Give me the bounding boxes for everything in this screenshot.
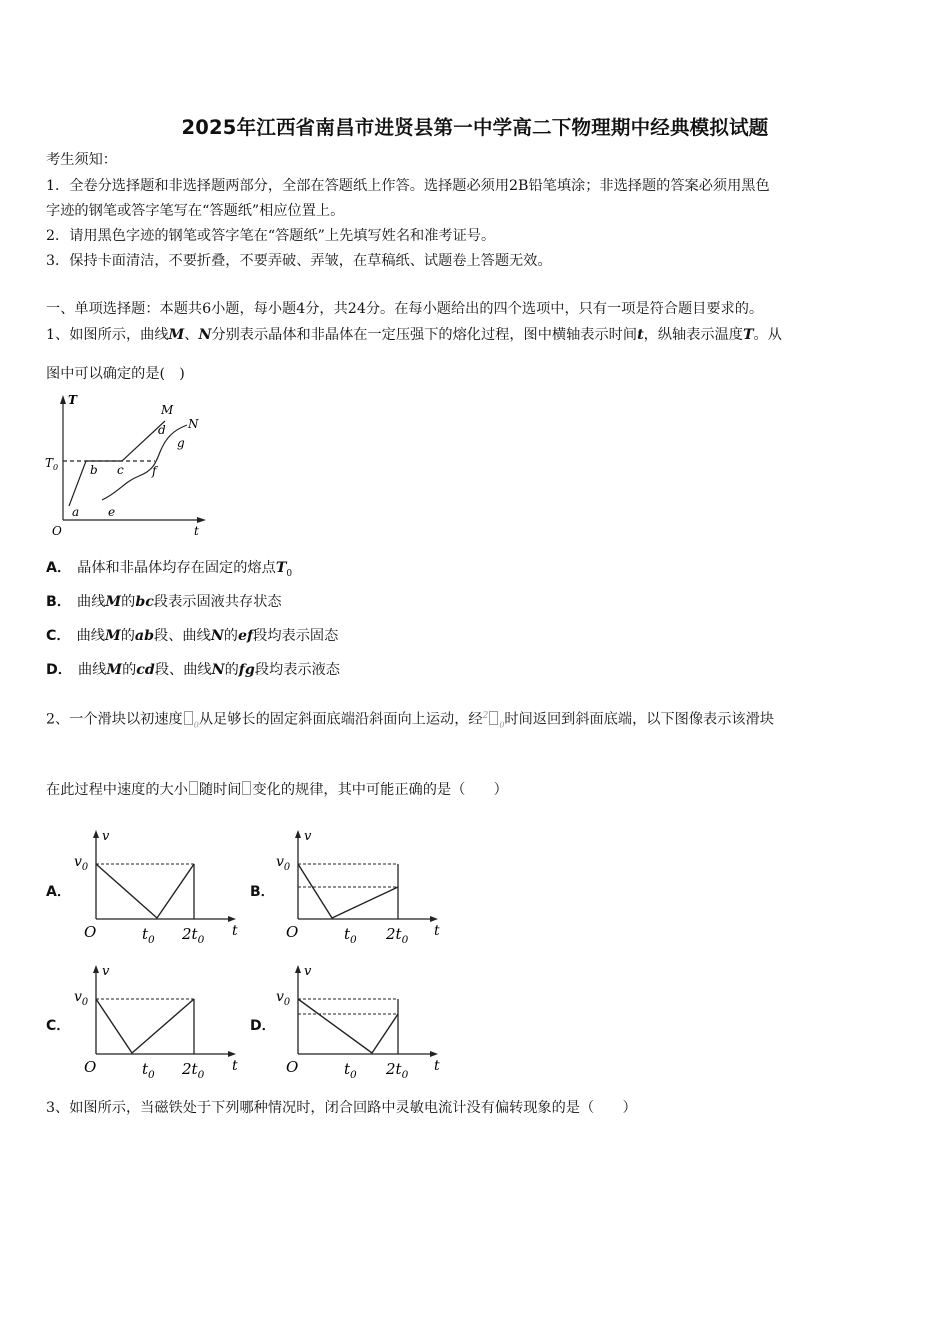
label-2t0: $2t_0$: [182, 925, 205, 946]
velocity-curve: [298, 999, 398, 1053]
label-O: O: [84, 923, 97, 941]
q2-text-1: 2、一个滑块以初速度: [46, 711, 183, 728]
q1-option-C-label: C．: [46, 628, 71, 644]
velocity-curve: [298, 864, 398, 918]
t-axis-arrow: [430, 916, 438, 922]
q2-option-c-label[interactable]: C．: [46, 1018, 71, 1034]
label-t0: $t_0$: [344, 1060, 357, 1081]
q1-option-C-text-5: 段均表示固态: [253, 628, 339, 644]
t-axis-arrow: [228, 916, 236, 922]
q1-option-D-text-4: 的: [224, 662, 239, 678]
label-O: O: [286, 1058, 299, 1076]
q1-option-A-sub: 0: [286, 568, 293, 579]
label-b: b: [90, 463, 98, 477]
q2-text-5: 随时间: [198, 782, 242, 798]
v-axis-arrow: [295, 830, 301, 838]
label-a: a: [72, 505, 80, 519]
q1-option-C-text-4: 的: [223, 628, 238, 644]
label-O: O: [52, 524, 62, 538]
q1-option-B-label: B．: [46, 594, 72, 610]
q1-option-B-var-M: M: [105, 594, 122, 610]
label-t: t: [434, 923, 440, 939]
q2-text-3: 时间返回到斜面底端，以下图像表示该滑块: [504, 711, 774, 728]
q1-var-T: T: [742, 327, 754, 343]
v-axis-arrow: [93, 965, 99, 973]
q2-option-b-label[interactable]: B．: [250, 884, 275, 900]
missing-glyph-icon: [184, 711, 193, 725]
missing-glyph-icon: [242, 781, 251, 795]
q1-option-C-var-ab: ab: [134, 628, 155, 644]
notice-item-2: 2．请用黑色字迹的钢笔或答字笔在“答题纸”上先填写姓名和准考证号。: [46, 228, 496, 244]
label-2t0: $2t_0$: [386, 1060, 409, 1081]
section-heading: 一、单项选择题：本题共6小题，每小题4分，共24分。在每小题给出的四个选项中，只有一项是符合题目要求的。: [46, 301, 764, 317]
question-2-stem: [46, 706, 774, 736]
label-v: v: [102, 964, 110, 979]
label-2t0: $2t_0$: [386, 925, 409, 946]
v-axis-arrow: [295, 965, 301, 973]
label-t0: $t_0$: [344, 925, 357, 946]
velocity-curve: [96, 864, 194, 918]
q1-option-D-var-fg: fg: [238, 662, 255, 678]
label-T0: [45, 456, 58, 472]
notice-item-1-cont: 字迹的钢笔或答字笔写在“答题纸”相应位置上。: [46, 203, 345, 219]
q1-var-M: M: [168, 327, 185, 343]
page-title: 2025年江西省南昌市进贤县第一中学高二下物理期中经典模拟试题: [181, 116, 769, 139]
q2-t0-sub: 0: [499, 720, 505, 730]
q1-option-D-text-3: 段、曲线: [154, 662, 212, 678]
notice-item-1: 1．全卷分选择题和非选择题两部分，全部在答题纸上作答。选择题必须用2B铅笔填涂；非选择题的答案必须用黑色: [46, 178, 770, 194]
label-2t0: $2t_0$: [182, 1060, 205, 1081]
q1-var-t: t: [637, 327, 644, 343]
q2-v0-sub: 0: [193, 720, 199, 730]
label-v0: $v_0$: [74, 854, 89, 873]
label-v: v: [304, 964, 312, 979]
notice-item-3: 3．保持卡面清洁，不要折叠，不要弄破、弄皱，在草稿纸、试题卷上答题无效。: [46, 253, 552, 269]
q1-option-D-text-5: 段均表示液态: [254, 662, 340, 678]
label-t: t: [434, 1058, 440, 1074]
question-3-stem: 3、如图所示，当磁铁处于下列哪种情况时，闭合回路中灵敏电流计没有偏转现象的是（ ）: [46, 1100, 637, 1116]
q1-option-C-text-3: 段、曲线: [154, 628, 211, 644]
q2-text-6: 变化的规律，其中可能正确的是（ ）: [252, 782, 508, 798]
label-f: f: [152, 464, 157, 478]
label-M: M: [161, 403, 174, 417]
q1-option-B[interactable]: [46, 591, 282, 611]
label-g: g: [177, 436, 185, 450]
label-O: O: [84, 1058, 97, 1076]
velocity-curve: [96, 999, 194, 1053]
label-v: v: [304, 829, 312, 844]
label-t: t: [232, 1058, 238, 1074]
q1-option-C-text-1: 曲线: [76, 628, 105, 644]
label-t: t: [232, 923, 238, 939]
x-axis-arrow: [197, 517, 206, 523]
label-d: d: [158, 423, 166, 437]
q1-option-D-var-M: M: [106, 662, 123, 678]
v-axis-arrow: [93, 830, 99, 838]
q1-text-1: 1、如图所示，曲线: [46, 327, 169, 343]
q1-option-A-label: A．: [46, 560, 72, 576]
q1-option-D-var-N: N: [211, 662, 225, 678]
label-e: e: [108, 505, 116, 519]
t-axis-arrow: [430, 1051, 438, 1057]
q2-text-4: 在此过程中速度的大小: [46, 782, 188, 798]
label-O: O: [286, 923, 299, 941]
q1-option-B-var-bc: bc: [135, 594, 154, 610]
label-v0: $v_0$: [276, 854, 291, 873]
y-axis-arrow: [60, 395, 66, 404]
missing-glyph-icon: [189, 781, 198, 795]
melting-curve-figure: [44, 392, 212, 542]
q1-option-C-text-2: 的: [120, 628, 135, 644]
label-T0-sub: 0: [53, 463, 59, 472]
label-t0: $t_0$: [142, 1060, 155, 1081]
q1-option-C[interactable]: [46, 625, 338, 645]
missing-glyph-icon: [489, 711, 498, 725]
q1-option-B-text-1: 曲线: [77, 594, 106, 610]
label-c: c: [117, 463, 124, 477]
label-t0: $t_0$: [142, 925, 155, 946]
q1-option-A-var: T: [275, 560, 287, 576]
label-v0: $v_0$: [74, 989, 89, 1008]
q1-option-D-label: D．: [46, 662, 72, 678]
q1-option-D-text-1: 曲线: [77, 662, 107, 678]
q1-text-3: ，纵轴表示温度: [643, 327, 743, 343]
q2-text-2: 从足够长的固定斜面底端沿斜面向上运动，经: [198, 711, 483, 728]
label-T0-main: T: [45, 456, 54, 470]
label-v0: $v_0$: [276, 989, 291, 1008]
q1-option-D[interactable]: [46, 659, 340, 679]
q1-text-4: 。从: [753, 327, 782, 343]
q1-option-A-text: 晶体和非晶体均存在固定的熔点: [77, 560, 276, 576]
label-N: N: [188, 417, 199, 431]
q1-option-D-var-cd: cd: [136, 662, 155, 678]
q1-option-C-var-M: M: [105, 628, 121, 644]
t-axis-arrow: [228, 1051, 236, 1057]
question-1-stem-cont: 图中可以确定的是( ): [46, 366, 185, 382]
q1-sep: 、: [184, 327, 199, 343]
q1-text-2: 分别表示晶体和非晶体在一定压强下的熔化过程，图中横轴表示时间: [211, 327, 638, 343]
q1-option-B-text-3: 段表示固液共存状态: [153, 594, 282, 610]
q2-two: 2: [482, 711, 489, 721]
question-2-stem-cont: [46, 780, 508, 800]
q2-option-d-label[interactable]: D．: [250, 1018, 276, 1034]
q1-var-N: N: [198, 327, 212, 343]
q1-option-C-var-N: N: [210, 628, 224, 644]
label-T: T: [68, 393, 77, 407]
label-t: t: [194, 524, 199, 538]
question-1-stem: [46, 325, 782, 345]
q2-option-a-label[interactable]: A．: [46, 884, 71, 900]
q1-option-D-text-2: 的: [122, 662, 137, 678]
q1-option-C-var-ef: ef: [237, 628, 254, 644]
label-v: v: [102, 829, 110, 844]
curve-N: [102, 425, 187, 500]
q1-option-A[interactable]: [46, 557, 292, 579]
notice-heading: 考生须知：: [46, 152, 117, 168]
q1-option-B-text-2: 的: [121, 594, 136, 610]
